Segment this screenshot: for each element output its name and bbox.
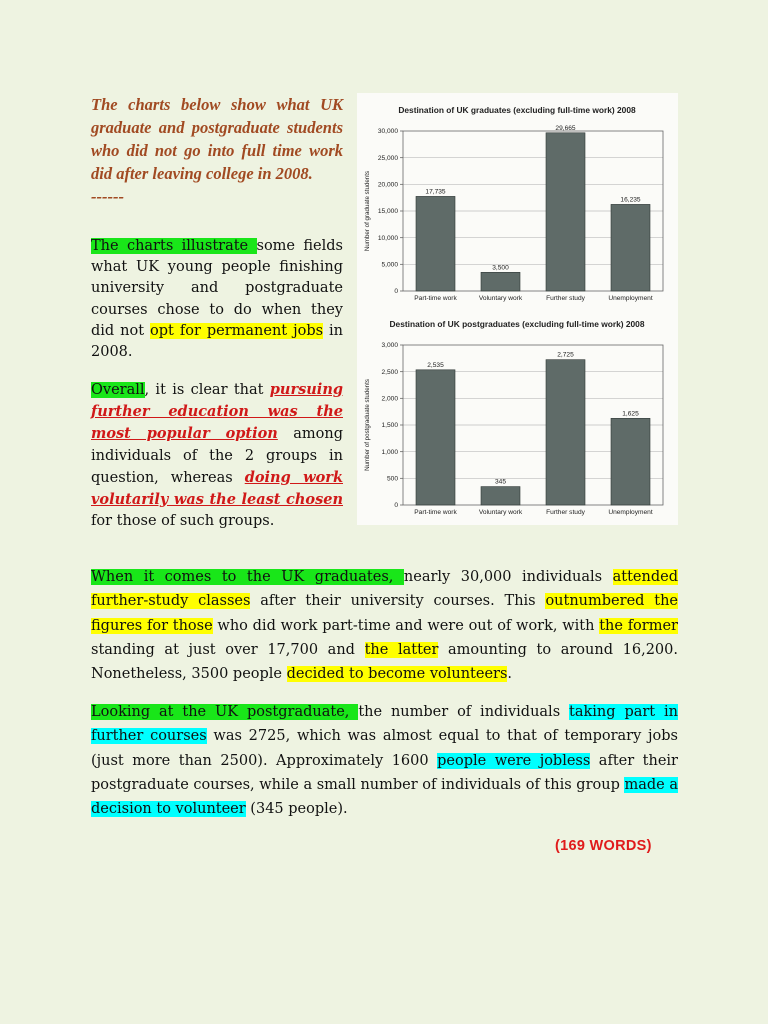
- paragraph-postgraduates: [91, 700, 678, 821]
- word-count: (169 WORDS): [555, 838, 652, 854]
- chart1-ytick-label: 15,000: [377, 208, 398, 216]
- chart1-ytick-label: 25,000: [377, 154, 398, 162]
- chart2-category-label: Voluntary work: [478, 509, 523, 516]
- text-segment: the number of individuals: [358, 704, 570, 720]
- text-segment: among individuals of the 2 groups in question, whereas: [91, 426, 343, 486]
- paragraph-introduction: [91, 236, 343, 363]
- text-segment: some fields what UK young people finishing university and postgraduate courses chose to do when they did not: [91, 238, 343, 339]
- chart1-bar: [546, 133, 585, 291]
- chart1-ytick-label: 5,000: [381, 261, 398, 269]
- chart1-category-label: Further study: [546, 295, 585, 302]
- chart1-title: Destination of UK graduates (excluding full-time work) 2008: [398, 105, 636, 115]
- task-prompt: [91, 93, 343, 208]
- chart2-bar: [611, 418, 650, 505]
- highlighted-phrase: people were jobless: [437, 752, 591, 769]
- highlighted-phrase: outnumbered the figures for those: [91, 593, 679, 634]
- chart1-y-axis-label: Number of graduate students: [364, 170, 371, 252]
- chart1-ytick-label: 20,000: [377, 181, 398, 189]
- highlighted-phrase: The charts illustrate: [91, 238, 257, 254]
- text-segment: after their university courses. This: [250, 593, 546, 610]
- text-segment: (345 people).: [245, 801, 348, 818]
- highlighted-phrase: taking part in further courses: [91, 704, 678, 745]
- chart2-ytick-label: 1,500: [381, 422, 398, 430]
- highlighted-phrase: made a decision to volunteer: [91, 776, 679, 818]
- text-segment: , it is clear that: [144, 382, 270, 398]
- text-segment: standing at just over 17,700 and: [91, 641, 365, 658]
- text-segment: after their postgraduate courses, while a small number of individuals of this group: [91, 752, 678, 793]
- highlighted-phrase: the former: [599, 617, 678, 634]
- charts-figure: [357, 93, 678, 525]
- chart2-ytick-label: 2,000: [381, 395, 398, 403]
- highlighted-phrase: decided to become volunteers: [286, 666, 508, 683]
- chart1-bar: [416, 196, 455, 291]
- emphasis-phrase: doing work volutarily was the least chosen: [91, 468, 343, 509]
- chart1-data-label: 16,235: [620, 196, 641, 204]
- chart2-bar: [481, 487, 520, 505]
- chart1-category-label: Part-time work: [414, 295, 457, 302]
- chart2-category-label: Unemployment: [608, 509, 653, 516]
- chart2-data-label: 2,535: [427, 361, 444, 369]
- highlighted-phrase: Looking at the UK postgraduate,: [91, 704, 359, 720]
- text-segment: who did work part-time and were out of work, with: [212, 617, 600, 634]
- chart2-y-axis-label: Number of postgraduate students: [364, 379, 371, 471]
- chart1-data-label: 29,665: [555, 124, 576, 132]
- text-segment: for those of such groups.: [91, 513, 275, 530]
- chart2-ytick-label: 2,500: [381, 368, 398, 376]
- chart2-bar: [546, 360, 585, 505]
- chart2-data-label: 2,725: [557, 351, 574, 359]
- highlighted-phrase: When it comes to the UK graduates,: [91, 569, 404, 585]
- chart2-data-label: 345: [494, 478, 507, 486]
- chart2-ytick-label: 0: [394, 502, 398, 510]
- chart1-data-label: 17,735: [425, 188, 446, 196]
- chart1-category-label: Voluntary work: [478, 295, 523, 302]
- paragraph-graduates: [91, 565, 678, 686]
- charts-svg: [357, 93, 678, 525]
- chart1-ytick-label: 0: [394, 288, 398, 296]
- chart1-ytick-label: 30,000: [377, 128, 398, 136]
- chart1-category-label: Unemployment: [608, 295, 653, 302]
- highlighted-phrase: attended further-study classes: [91, 569, 678, 610]
- chart2-category-label: Further study: [546, 509, 585, 516]
- emphasis-phrase: pursuing further education was the most popular option: [91, 381, 343, 443]
- chart2-ytick-label: 1,000: [381, 448, 398, 456]
- text-segment: .: [507, 666, 513, 683]
- chart2-ytick-label: 3,000: [381, 342, 398, 350]
- chart2-ytick-label: 500: [386, 475, 398, 483]
- text-segment: amounting to around 16,200. Nonetheless, 3500 people: [91, 641, 678, 683]
- task-separator: ------: [91, 187, 124, 206]
- highlighted-phrase: Overall: [91, 382, 145, 398]
- chart2-data-label: 1,625: [622, 410, 639, 418]
- text-segment: nearly 30,000 individuals: [403, 569, 613, 585]
- text-segment: was 2725, which was almost equal to that of temporary jobs (just more than 2500). Approximately 1600: [91, 728, 678, 769]
- text-segment: in 2008.: [91, 322, 343, 361]
- task-prompt-text: The charts below show what UK graduate and postgraduate students who did not go into full time work did after leaving college in 2008.: [91, 95, 343, 183]
- chart1-data-label: 3,500: [492, 264, 509, 272]
- highlighted-phrase: the latter: [364, 641, 439, 658]
- chart2-category-label: Part-time work: [414, 509, 457, 516]
- highlighted-phrase: opt for permanent jobs: [150, 322, 324, 339]
- chart1-ytick-label: 10,000: [377, 234, 398, 242]
- paragraph-overview: [91, 379, 343, 532]
- chart2-bar: [416, 370, 455, 505]
- chart2-title: Destination of UK postgraduates (excluding full-time work) 2008: [389, 319, 645, 329]
- chart1-bar: [611, 204, 650, 291]
- chart1-bar: [481, 272, 520, 291]
